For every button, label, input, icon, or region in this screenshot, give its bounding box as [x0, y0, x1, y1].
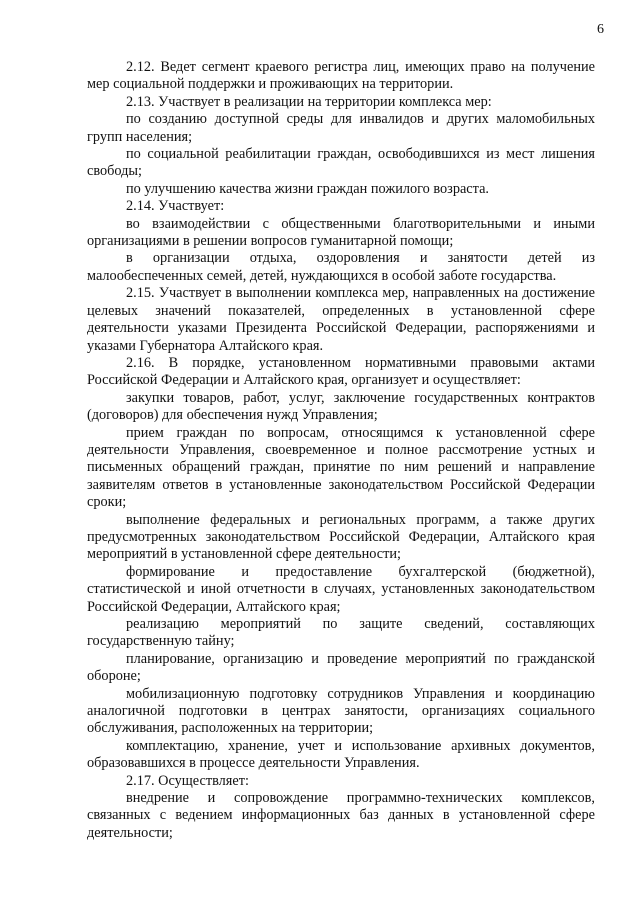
list-item: прием граждан по вопросам, относящимся к установленной сфере деятельности Управления, своевременное и полное рассмотрение устных и письменных обращений граждан, принятие по ним решений и направление заявителям ответов в установленные законодательством Российской Федерации сроки;: [87, 424, 595, 511]
list-item: мобилизационную подготовку сотрудников Управления и координацию аналогичной подготовки в центрах занятости, организациях социального обслуживания, расположенных на территории;: [87, 685, 595, 737]
paragraph-2-13: 2.13. Участвует в реализации на территории комплекса мер:: [126, 93, 492, 110]
paragraph-2-16: 2.16. В порядке, установленном нормативными правовыми актами Российской Федерации и Алтайского края, организует и осуществляет:: [87, 354, 595, 389]
list-item: реализацию мероприятий по защите сведений, составляющих государственную тайну;: [87, 616, 595, 650]
paragraph-2-14: 2.14. Участвует:: [126, 198, 225, 215]
list-item: по созданию доступной среды для инвалидов и других маломобильных групп населения;: [87, 111, 595, 145]
list-item: по улучшению качества жизни граждан пожилого возраста.: [126, 180, 489, 197]
list-item: планирование, организацию и проведение мероприятий по гражданской обороне;: [87, 650, 595, 685]
list-item: внедрение и сопровождение программно-технических комплексов, связанных с ведением информационных баз данных в установленной сфере деятельности;: [87, 790, 595, 841]
paragraph-2-12: 2.12. Ведет сегмент краевого регистра лиц, имеющих право на получение мер социальной поддержки и проживающих на территории.: [87, 59, 595, 93]
paragraph-2-15: 2.15. Участвует в выполнении комплекса мер, направленных на достижение целевых значений показателей, определенных в установленной сфере деятельности указами Президента Российской Федерации, распоряжениями и указами Губернатора Алтайского края.: [87, 285, 595, 354]
page-number: 6: [597, 22, 604, 37]
list-item: выполнение федеральных и региональных программ, а также других предусмотренных законодательством Российской Федерации, Алтайского края мероприятий в установленной сфере деятельности;: [87, 511, 595, 563]
paragraph-2-17: 2.17. Осуществляет:: [126, 772, 249, 789]
document-body: [87, 59, 595, 842]
list-item: закупки товаров, работ, услуг, заключение государственных контрактов (договоров) для обеспечения нужд Управления;: [87, 389, 595, 424]
list-item: во взаимодействии с общественными благотворительными и иными организациями в решении вопросов гуманитарной помощи;: [87, 215, 595, 250]
list-item: формирование и предоставление бухгалтерской (бюджетной), статистической и иной отчетности в случаях, установленных законодательством Российской Федерации, Алтайского края;: [87, 563, 595, 615]
list-item: комплектацию, хранение, учет и использование архивных документов, образовавшихся в процессе деятельности Управления.: [87, 737, 595, 772]
list-item: в организации отдыха, оздоровления и занятости детей из малообеспеченных семей, детей, нуждающихся в особой заботе государства.: [87, 250, 595, 284]
list-item: по социальной реабилитации граждан, освободившихся из мест лишения свободы;: [87, 146, 595, 180]
